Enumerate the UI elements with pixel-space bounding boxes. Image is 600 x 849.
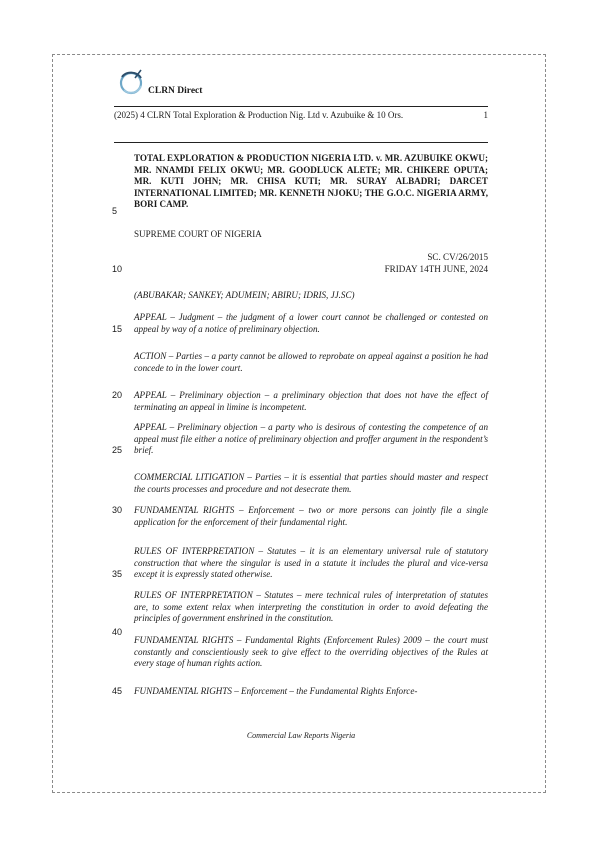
holding: FUNDAMENTAL RIGHTS – Enforcement – two or more persons can jointly file a single application for the enforcement of their fundamental right.	[134, 505, 488, 527]
judgment-date: FRIDAY 14TH JUNE, 2024	[384, 263, 488, 274]
suit-number: SC. CV/26/2015	[427, 252, 488, 262]
page-number: 1	[483, 110, 488, 120]
running-header	[114, 106, 488, 122]
holding: RULES OF INTERPRETATION – Statutes – it is an elementary universal rule of statutory construction that where the singular is used in a statute it includes the plural and vice-versa except it is expressly stated otherwise.	[134, 546, 488, 579]
case-parties: TOTAL EXPLORATION & PRODUCTION NIGERIA LTD. v. MR. AZUBUIKE OKWU; MR. NNAMDI FELIX OKWU; MR. GOODLUCK ALETE; MR. CHIKERE OPUTA; MR. KUTI JOHN; MR. CHISA KUTI; MR. SURAY ALBADRI; DARCET INTERNATIONAL LIMITED; MR. KENNETH NJOKU; THE G.O.C. NIGERIA ARMY, BORI CAMP.	[134, 153, 488, 209]
brand-title: CLRN Direct	[148, 86, 203, 96]
clrn-logo-icon	[116, 68, 146, 98]
header-divider	[114, 142, 488, 143]
line-number: 45	[112, 686, 123, 696]
line-number: 30	[112, 505, 123, 515]
suit-details	[134, 252, 488, 275]
line-number: 40	[112, 627, 123, 637]
holding: ACTION – Parties – a party cannot be allowed to reprobate on appeal against a position he had concede to in the lower court.	[134, 351, 488, 373]
line-number: 10	[112, 264, 123, 274]
holding: RULES OF INTERPRETATION – Statutes – mere technical rules of interpretation of statutes are, to some extent relax when interpreting the constitution in order to avoid defeating the principles of government enshrined in the constitution.	[134, 590, 488, 623]
court-name: SUPREME COURT OF NIGERIA	[134, 229, 262, 239]
line-number: 15	[112, 324, 123, 334]
holding: APPEAL – Preliminary objection – a preliminary objection that does not have the effect of terminating an appeal in limine is incompetent.	[134, 390, 488, 412]
case-citation: (2025) 4 CLRN Total Exploration & Production Nig. Ltd v. Azubuike & 10 Ors.	[114, 110, 404, 120]
holding: APPEAL – Judgment – the judgment of a lower court cannot be challenged or contested on appeal by way of a notice of preliminary objection.	[134, 312, 488, 334]
publication-footer: Commercial Law Reports Nigeria	[246, 731, 356, 740]
holding: FUNDAMENTAL RIGHTS – Fundamental Rights (Enforcement Rules) 2009 – the court must constantly and conscientiously seek to give effect to the overriding objectives of the Rules at every stage of human rights action.	[134, 635, 488, 668]
judges-panel: (ABUBAKAR; SANKEY; ADUMEIN; ABIRU; IDRIS, JJ.SC)	[134, 290, 355, 300]
line-number: 25	[112, 445, 123, 455]
line-number: 5	[112, 206, 118, 216]
holding: FUNDAMENTAL RIGHTS – Enforcement – the Fundamental Rights Enforce-	[134, 686, 418, 696]
holding: APPEAL – Preliminary objection – a party who is desirous of contesting the competence of an appeal must file either a notice of preliminary objection and proffer argument in the respondent’s brief.	[134, 422, 488, 455]
line-number: 20	[112, 390, 123, 400]
holding: COMMERCIAL LITIGATION – Parties – it is essential that parties should master and respect the courts processes and procedure and not desecrate them.	[134, 472, 488, 494]
line-number: 35	[112, 569, 123, 579]
